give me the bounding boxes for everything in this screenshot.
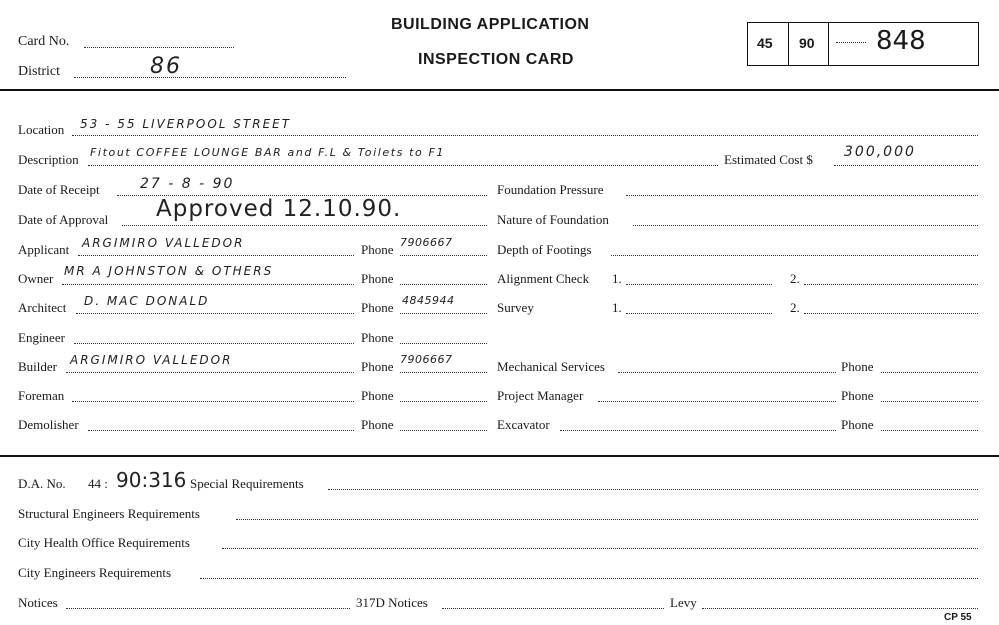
da-no-prefix: 44 :	[88, 476, 108, 491]
alignment-check-2-line	[804, 284, 978, 285]
date-of-receipt-label: Date of Receipt	[18, 182, 100, 197]
date-of-approval-line	[122, 225, 487, 226]
mechanical-services-label: Mechanical Services	[497, 359, 605, 374]
project-manager-phone-label: Phone	[841, 388, 874, 403]
excavator-line	[560, 430, 836, 431]
demolisher-phone-label: Phone	[361, 417, 394, 432]
applicant-phone-line	[400, 255, 487, 256]
architect-value: D. MAC DONALD	[84, 294, 210, 308]
owner-label: Owner	[18, 271, 54, 286]
date-of-approval-value: Approved 12.10.90.	[156, 196, 402, 222]
nature-of-foundation-line	[633, 225, 978, 226]
structural-engineers-label: Structural Engineers Requirements	[18, 506, 200, 521]
header-divider	[0, 89, 999, 91]
foreman-label: Foreman	[18, 388, 65, 403]
description-value: Fitout COFFEE LOUNGE BAR and F.L & Toilets to F1	[90, 146, 445, 159]
box-cell-3: 848	[876, 26, 926, 56]
estimated-cost-value: 300,000	[844, 144, 916, 160]
structural-engineers-line	[236, 519, 978, 520]
applicant-phone-label: Phone	[361, 242, 394, 257]
builder-value: ARGIMIRO VALLEDOR	[70, 353, 233, 367]
architect-phone-label: Phone	[361, 300, 394, 315]
applicant-value: ARGIMIRO VALLEDOR	[82, 236, 245, 250]
foreman-phone-label: Phone	[361, 388, 394, 403]
box-cell-3-line	[836, 42, 866, 43]
estimated-cost-label: Estimated Cost $	[724, 152, 813, 167]
location-value: 53 - 55 LIVERPOOL STREET	[80, 117, 292, 131]
alignment-check-label: Alignment Check	[497, 271, 590, 286]
demolisher-label: Demolisher	[18, 417, 79, 432]
alignment-check-2-label: 2.	[790, 271, 800, 286]
foreman-line	[72, 401, 354, 402]
builder-phone-line	[400, 372, 487, 373]
depth-of-footings-label: Depth of Footings	[497, 242, 592, 257]
mechanical-services-line	[618, 372, 836, 373]
excavator-phone-line	[881, 430, 978, 431]
mechanical-services-phone-line	[881, 372, 978, 373]
middle-divider	[0, 455, 999, 457]
location-line	[72, 135, 978, 136]
mechanical-services-phone-label: Phone	[841, 359, 874, 374]
architect-phone-value: 4845944	[402, 294, 455, 307]
owner-phone-line	[400, 284, 487, 285]
box-cell-1: 45	[757, 35, 773, 51]
foundation-pressure-line	[626, 195, 978, 196]
card-number-box	[747, 22, 979, 66]
engineer-phone-line	[400, 343, 487, 344]
district-line	[74, 77, 346, 78]
district-value: 86	[150, 54, 182, 79]
notices-line	[66, 608, 350, 609]
builder-line	[66, 372, 354, 373]
excavator-phone-label: Phone	[841, 417, 874, 432]
project-manager-label: Project Manager	[497, 388, 584, 403]
title-line-2: INSPECTION CARD	[418, 51, 574, 68]
alignment-check-1-line	[626, 284, 772, 285]
levy-label: Levy	[670, 595, 697, 610]
builder-phone-value: 7906667	[400, 353, 453, 366]
city-health-line	[222, 548, 978, 549]
nature-of-foundation-label: Nature of Foundation	[497, 212, 609, 227]
owner-value: MR A JOHNSTON & OTHERS	[64, 264, 274, 278]
special-requirements-line	[328, 489, 978, 490]
description-line	[88, 165, 718, 166]
architect-phone-line	[400, 313, 487, 314]
engineer-phone-label: Phone	[361, 330, 394, 345]
builder-label: Builder	[18, 359, 57, 374]
depth-of-footings-line	[611, 255, 978, 256]
da-no-label: D.A. No.	[18, 476, 66, 491]
survey-label: Survey	[497, 300, 534, 315]
survey-1-line	[626, 313, 772, 314]
form-code: CP 55	[944, 612, 972, 623]
foundation-pressure-label: Foundation Pressure	[497, 182, 604, 197]
owner-phone-label: Phone	[361, 271, 394, 286]
levy-line	[702, 608, 978, 609]
city-engineers-line	[200, 578, 978, 579]
box-divider-2	[828, 23, 829, 65]
excavator-label: Excavator	[497, 417, 550, 432]
demolisher-line	[88, 430, 354, 431]
title-line-1: BUILDING APPLICATION	[391, 16, 590, 33]
card-no-label: Card No.	[18, 34, 70, 49]
engineer-line	[74, 343, 354, 344]
applicant-label: Applicant	[18, 242, 70, 257]
builder-phone-label: Phone	[361, 359, 394, 374]
applicant-line	[78, 255, 354, 256]
description-label: Description	[18, 152, 79, 167]
demolisher-phone-line	[400, 430, 487, 431]
applicant-phone-value: 7906667	[400, 236, 453, 249]
survey-1-label: 1.	[612, 300, 622, 315]
alignment-check-1-label: 1.	[612, 271, 622, 286]
estimated-cost-line	[834, 165, 978, 166]
notices-317d-line	[442, 608, 664, 609]
architect-line	[76, 313, 354, 314]
card-no-line	[84, 47, 234, 48]
city-engineers-label: City Engineers Requirements	[18, 565, 172, 580]
box-cell-2: 90	[799, 35, 815, 51]
notices-label: Notices	[18, 595, 58, 610]
box-divider-1	[788, 23, 789, 65]
city-health-label: City Health Office Requirements	[18, 535, 190, 550]
special-requirements-label: Special Requirements	[190, 476, 304, 491]
district-label: District	[18, 64, 60, 79]
date-of-approval-label: Date of Approval	[18, 212, 109, 227]
notices-317d-label: 317D Notices	[356, 595, 428, 610]
engineer-label: Engineer	[18, 330, 65, 345]
survey-2-line	[804, 313, 978, 314]
date-of-receipt-value: 27 - 8 - 90	[140, 176, 235, 192]
architect-label: Architect	[18, 300, 67, 315]
project-manager-line	[598, 401, 836, 402]
survey-2-label: 2.	[790, 300, 800, 315]
location-label: Location	[18, 122, 65, 137]
project-manager-phone-line	[881, 401, 978, 402]
da-no-value: 90:316	[116, 468, 187, 492]
foreman-phone-line	[400, 401, 487, 402]
owner-line	[62, 284, 354, 285]
